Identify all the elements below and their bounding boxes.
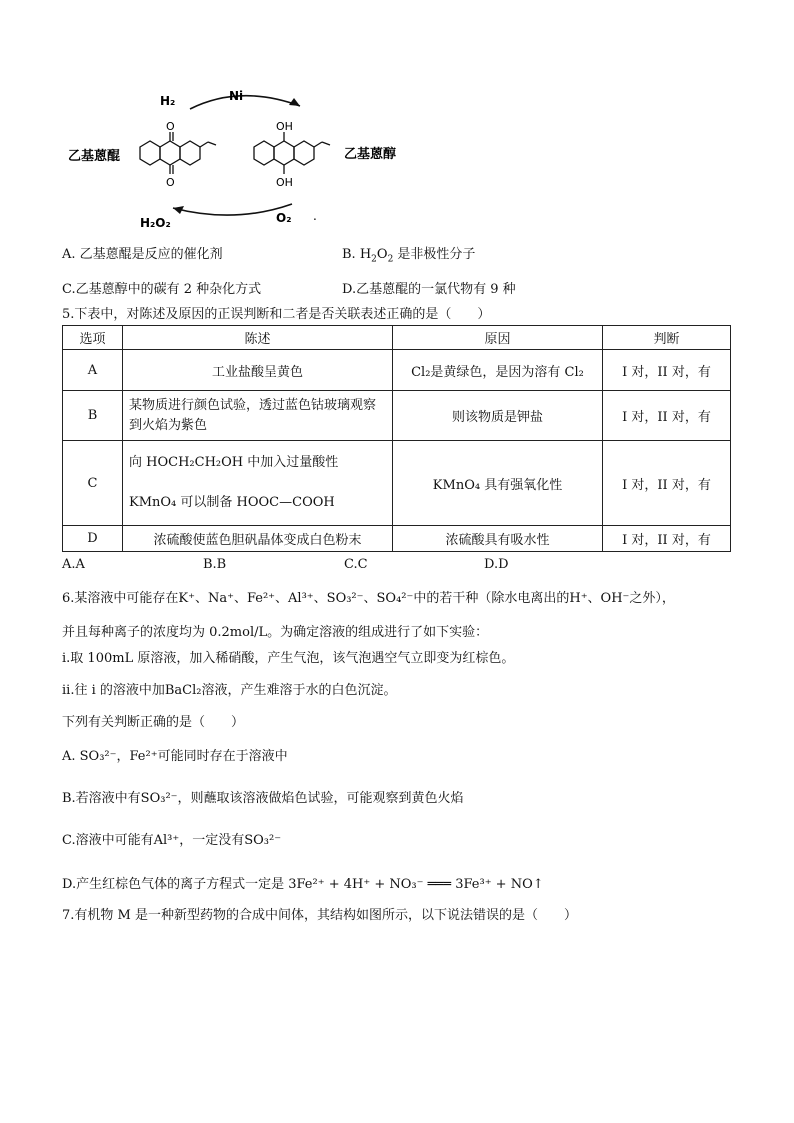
q5-row-b-statement: 某物质进行颜色试验，透过蓝色钴玻璃观察到火焰为紫色 — [123, 391, 393, 441]
q5-header-row — [63, 326, 731, 350]
q5-row-d-reason: 浓硫酸具有吸水性 — [393, 526, 603, 552]
ni-label: Ni — [229, 89, 244, 103]
dot-mark: . — [313, 209, 317, 223]
q5-answer-b: B.B — [203, 557, 227, 572]
q4-option-b-sub-2: 2 — [387, 254, 394, 265]
hydroquinone-oh-top: OH — [276, 120, 293, 133]
q4-option-b-text-2: O — [376, 247, 388, 262]
q4-option-a: A. 乙基蒽醌是反应的催化剂 — [62, 247, 223, 262]
ethylanthrahydroquinone-name: 乙基蒽醇 — [344, 147, 397, 162]
table-row — [63, 350, 731, 391]
q5-answer-c: C.C — [344, 557, 368, 572]
q5-table — [62, 325, 731, 552]
q6-option-c: C.溶液中可能有Al³⁺，一定没有SO₃²⁻ — [62, 833, 282, 848]
q4-option-d: D.乙基蒽醌的一氯代物有 9 种 — [342, 282, 516, 297]
q6-option-d: D.产生红棕色气体的离子方程式一定是 3Fe²⁺ + 4H⁺ + NO₃⁻ ═══ 3Fe³⁺ + NO↑ — [62, 877, 544, 892]
q5-row-a-judgement: I 对，II 对，有 — [603, 350, 731, 391]
q5-row-b-option: B — [63, 391, 123, 441]
ethylanthraquinone-name: 乙基蒽醌 — [68, 149, 121, 164]
table-row — [63, 391, 731, 441]
q6-stem-line-1: 6.某溶液中可能存在K⁺、Na⁺、Fe²⁺、Al³⁺、SO₃²⁻、SO₄²⁻中的若干种（除水电离出的H⁺、OH⁻之外）， — [62, 591, 675, 606]
q5-row-d-statement: 浓硫酸使蓝色胆矾晶体变成白色粉末 — [123, 526, 393, 552]
q6-option-a: A. SO₃²⁻，Fe²⁺可能同时存在于溶液中 — [62, 749, 288, 764]
q5-row-b-reason: 则该物质是钾盐 — [393, 391, 603, 441]
o2-label: O₂ — [276, 211, 292, 225]
hydrogenation-arrow — [190, 96, 300, 109]
q5-row-c-statement-line-2: KMnO₄ 可以制备 HOOC—COOH — [129, 495, 335, 510]
hydroquinone-oh-bottom: OH — [276, 176, 293, 189]
q5-row-c-statement-line-1: 向 HOCH₂CH₂OH 中加入过量酸性 — [129, 455, 339, 470]
q5-row-d-judgement: I 对，II 对，有 — [603, 526, 731, 552]
q4-option-b-text-1: B. H — [342, 247, 372, 262]
oxidation-arrow — [173, 204, 292, 215]
anthraquinone-o-bottom: O — [166, 176, 175, 189]
q5-row-c-judgement: I 对，II 对，有 — [603, 441, 731, 526]
ethylanthraquinone-structure — [140, 132, 216, 174]
q5-row-c-statement — [123, 441, 393, 526]
q5-stem: 5.下表中，对陈述及原因的正误判断和二者是否关联表述正确的是（ ） — [62, 307, 491, 322]
q5-row-b-judgement: I 对，II 对，有 — [603, 391, 731, 441]
q5-header-option: 选项 — [63, 326, 123, 350]
hydrogenation-arrowhead — [289, 98, 300, 106]
q5-header-reason: 原因 — [393, 326, 603, 350]
q4-option-b-sub-1: 2 — [371, 254, 377, 265]
q4-option-c: C.乙基蒽醇中的碳有 2 种杂化方式 — [62, 282, 262, 297]
q5-row-c-option: C — [63, 441, 123, 526]
q5-answer-d: D.D — [484, 557, 509, 572]
q5-row-c-reason: KMnO₄ 具有强氧化性 — [393, 441, 603, 526]
table-row — [63, 526, 731, 552]
q6-experiment-1: i.取 100mL 原溶液，加入稀硝酸，产生气泡，该气泡遇空气立即变为红棕色。 — [62, 651, 515, 666]
q7-stem: 7.有机物 M 是一种新型药物的合成中间体，其结构如图所示，以下说法错误的是（ ） — [62, 908, 577, 923]
q6-experiment-2: ii.往 i 的溶液中加BaCl₂溶液，产生难溶于水的白色沉淀。 — [62, 683, 397, 698]
h2-label: H₂ — [160, 94, 176, 108]
q5-row-d-option: D — [63, 526, 123, 552]
q5-row-a-reason: Cl₂是黄绿色，是因为溶有 Cl₂ — [393, 350, 603, 391]
q4-option-b-text-3: 是非极性分子 — [393, 247, 476, 262]
q6-question: 下列有关判断正确的是（ ） — [62, 715, 245, 730]
q6-stem-line-2: 并且每种离子的浓度均为 0.2mol/L。为确定溶液的组成进行了如下实验： — [62, 625, 489, 640]
anthraquinone-o-top: O — [166, 120, 175, 133]
q5-row-a-option: A — [63, 350, 123, 391]
q5-answer-a: A.A — [62, 557, 85, 572]
q4-option-b — [342, 243, 476, 265]
q5-answer-options — [62, 557, 662, 575]
ethylanthrahydroquinone-structure — [254, 132, 330, 174]
h2o2-label: H₂O₂ — [140, 216, 171, 230]
q5-header-judgement: 判断 — [603, 326, 731, 350]
q5-row-a-statement: 工业盐酸呈黄色 — [123, 350, 393, 391]
q5-header-statement: 陈述 — [123, 326, 393, 350]
reaction-cycle-figure — [60, 82, 430, 232]
q6-option-b: B.若溶液中有SO₃²⁻，则蘸取该溶液做焰色试验，可能观察到黄色火焰 — [62, 791, 464, 806]
table-row — [63, 441, 731, 526]
